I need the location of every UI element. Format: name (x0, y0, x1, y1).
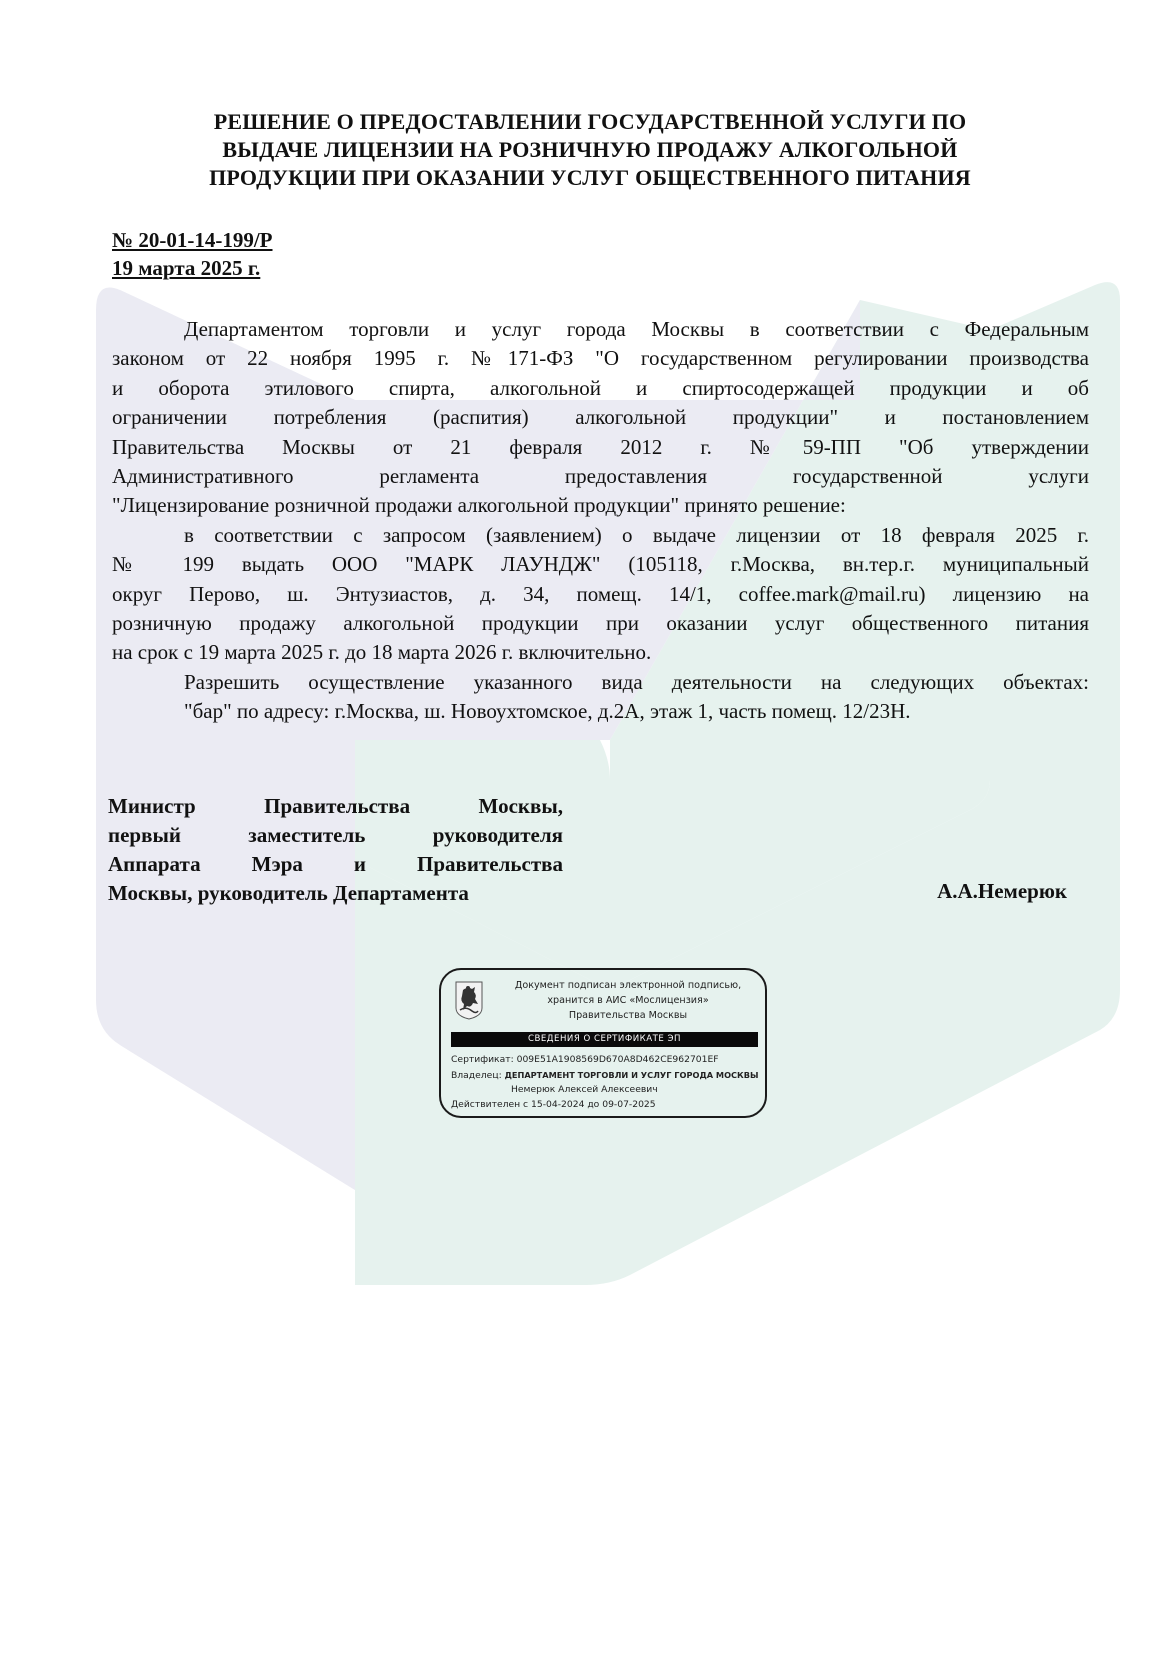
stamp-header-line: хранится в АИС «Мослицензия» (547, 995, 709, 1006)
document-body (112, 315, 1089, 726)
title-line: ВЫДАЧЕ ЛИЦЕНЗИИ НА РОЗНИЧНУЮ ПРОДАЖУ АЛКОГОЛЬНОЙ (222, 137, 958, 162)
body-line: Департаментом торговли и услуг города Москвы в соответствии с Федеральным (184, 317, 1089, 341)
body-line: "Лицензирование розничной продажи алкогольной продукции" принято решение: (112, 493, 846, 518)
body-line: Административного регламента предоставления государственной услуги (112, 463, 1089, 488)
stamp-header (493, 978, 763, 1023)
electronic-signature-stamp (439, 968, 767, 1118)
owner-organization: ДЕПАРТАМЕНТ ТОРГОВЛИ И УСЛУГ ГОРОДА МОСКВЫ (504, 1069, 759, 1080)
stamp-header-line: Правительства Москвы (568, 1010, 688, 1021)
body-line: законом от 22 ноября 1995 г. №171-ФЗ "О государственном регулировании производства (112, 346, 1089, 371)
certificate-row (451, 1053, 766, 1068)
position-line: Министр Правительства Москвы, (108, 794, 563, 818)
owner-row (451, 1068, 766, 1084)
title-line: ПРОДУКЦИИ ПРИ ОКАЗАНИИ УСЛУГ ОБЩЕСТВЕННОГО ПИТАНИЯ (209, 165, 971, 190)
body-line: № 199 выдать ООО "МАРК ЛАУНДЖ" (105118, г.Москва, вн.тер.г. муниципальный (112, 552, 1089, 577)
body-line: на срок с 19 марта 2025 г. до 18 марта 2026 г. включительно. (112, 640, 652, 665)
title-line: РЕШЕНИЕ О ПРЕДОСТАВЛЕНИИ ГОСУДАРСТВЕННОЙ УСЛУГИ ПО (213, 109, 967, 134)
owner-label: Владелец: (451, 1069, 502, 1081)
moscow-coat-of-arms-icon (454, 980, 484, 1020)
body-line: Разрешить осуществление указанного вида деятельности на следующих объектах: (184, 669, 1089, 694)
body-line: ограничении потребления (распития) алкогольной продукции" и постановлением (112, 405, 1089, 430)
signatory-position (108, 792, 563, 908)
position-line: первый заместитель руководителя (108, 823, 563, 847)
body-line: округ Перово, ш. Энтузиастов, д. 34, помещ. 14/1, coffee.mark@mail.ru) лицензию на (112, 581, 1089, 606)
body-line: розничную продажу алкогольной продукции при оказании услуг общественного питания (112, 610, 1089, 635)
validity-period: Действителен с 15-04-2024 до 09-07-2025 (451, 1098, 656, 1110)
certificate-value: 009E51A1908569D670A8D462CE962701EF (516, 1054, 719, 1065)
position-line: Аппарата Мэра и Правительства (108, 852, 563, 876)
body-line: и оборота этилового спирта, алкогольной и спиртосодержащей продукции и об (112, 375, 1089, 400)
document-number: № 20-01-14-199/Р (112, 228, 273, 252)
position-line: Москвы, руководитель Департамента (108, 881, 469, 905)
stamp-header-line: Документ подписан электронной подписью, (514, 980, 742, 991)
document-title (140, 108, 1040, 192)
owner-person: Немерюк Алексей Алексеевич (511, 1084, 658, 1096)
certificate-label: Сертификат: (451, 1054, 514, 1065)
body-line: в соответствии с запросом (заявлением) о выдаче лицензии от 18 февраля 2025 г. (184, 522, 1089, 547)
certificate-section-title: СВЕДЕНИЯ О СЕРТИФИКАТЕ ЭП (451, 1032, 758, 1047)
certificate-details (451, 1053, 766, 1112)
document-date: 19 марта 2025 г. (112, 256, 261, 280)
signatory-name: А.А.Немерюк (937, 879, 1067, 903)
body-line: "бар" по адресу: г.Москва, ш. Новоухтомское, д.2А, этаж 1, часть помещ. 12/23Н. (184, 699, 911, 724)
body-line: Правительства Москвы от 21 февраля 2012 г. №59-ПП "Об утверждении (112, 434, 1089, 459)
